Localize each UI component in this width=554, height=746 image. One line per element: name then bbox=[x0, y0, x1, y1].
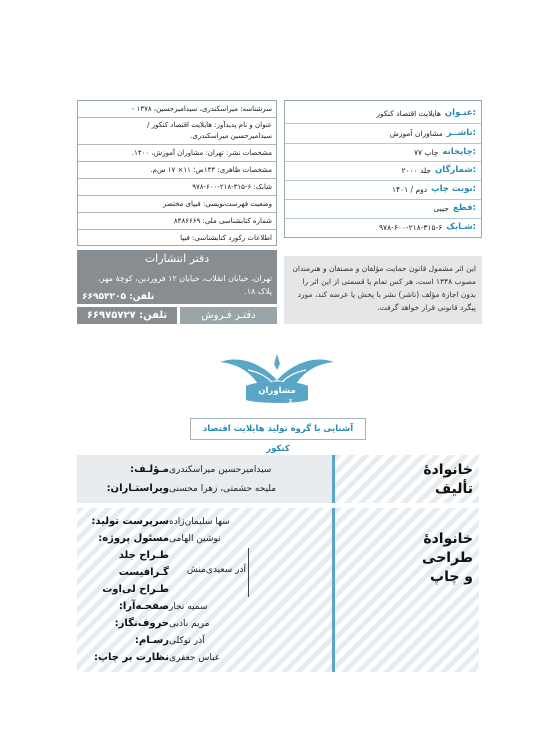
logo-text: مشاوران آموزش bbox=[258, 386, 296, 410]
publisher-office-address: تهران، خیابان انقلاب، خیابان ۱۲ فروردین، کوچهٔ مهر، پلاک ۱۸. bbox=[97, 274, 272, 296]
sales-office-phone: تلفن: ۶۶۹۷۵۷۲۷ bbox=[77, 307, 177, 324]
catalog-line: سرشناسه: میراسکندری، سیدامیرحسین، ۱۳۷۸ - bbox=[131, 105, 272, 113]
authoring-credits bbox=[77, 455, 332, 503]
info-row-copies: شمارگان: ۲۰۰۰ جلد bbox=[401, 165, 476, 175]
catalog-line: مشخصات نشر: تهران: مشاوران آموزش، ۱۴۰۰. bbox=[131, 149, 272, 157]
credit-row: سرپرست تولید: سها سلیمان‌زاده bbox=[91, 516, 230, 527]
credit-row-editors: ویراستـاران: ملیحه حشمتی، زهرا محسنی bbox=[106, 483, 277, 494]
info-row-printer: چاپخانه: چاپ ۷۷ bbox=[413, 147, 476, 157]
divider bbox=[332, 508, 335, 672]
credit-row: رسـام: آذر توکلی bbox=[134, 635, 205, 646]
info-row-isbn: شـابک: ۹۷۸-۶۰۰-۲۱۸-۳۱۵-۶ bbox=[379, 222, 476, 232]
authoring-family-title: خانوادهٔ تألیف bbox=[423, 462, 473, 497]
design-group-name: آذر سعیدی‌منش bbox=[186, 565, 246, 575]
credit-row: گـرافیست bbox=[118, 567, 169, 578]
group-bracket bbox=[248, 548, 249, 597]
publisher-office-title: دفتر انتشارات bbox=[144, 252, 210, 265]
copyright-notice: این اثر مشمول قانون حمایت مؤلفان و مصنفان و هنرمندان مصوب ۱۳۴۸ است، هر کس تمام یا قسمتی از این اثر را بدون اجازهٔ مؤلف (ناشر) نشر یا پخش یا عرضه کند، مورد پیگرد قانونی قرار خواهد گرفت. bbox=[284, 256, 482, 324]
info-row-publisher: ناشــر: مشاوران آموزش bbox=[389, 128, 476, 138]
design-print-family-title: خانوادهٔ طراحی و چاپ bbox=[422, 531, 473, 585]
authoring-family-block bbox=[335, 455, 479, 503]
catalog-line: شابک: ۶-۳۱۵-۲۱۸-۶۰۰-۹۷۸ bbox=[192, 183, 272, 191]
credit-row: صفحـه‌آرا: سمیه نجار bbox=[118, 601, 208, 612]
catalog-record bbox=[77, 100, 277, 246]
catalog-line: عنوان و نام پدیدآور: هایلایت اقتصاد کنکور / bbox=[147, 121, 272, 129]
catalog-line: وضعیت فهرست‌نویسی: فیپای مختصر bbox=[163, 200, 272, 208]
book-info-box bbox=[284, 100, 482, 238]
divider bbox=[332, 455, 335, 503]
publisher-office-phone: تلفن: ۶۶۹۵۳۲۰۵ bbox=[82, 292, 155, 302]
credit-row: طـراح لی‌اوت bbox=[102, 584, 169, 595]
info-row-edition: نوبت چاپ: دوم / ۱۴۰۱ bbox=[392, 184, 476, 194]
sales-office-label: دفتـر فـروش bbox=[180, 307, 277, 324]
info-row-title: عنـوان: هایلایت اقتصاد کنکور bbox=[376, 108, 476, 118]
credit-row: حروف‌نگار: مریم نادبی bbox=[114, 618, 210, 629]
production-team-ribbon: آشنایی با گروه تولید هایلایت اقتصاد کنکور bbox=[190, 418, 366, 440]
credit-row: مسئول پروژه: نوشین الهامی bbox=[98, 533, 221, 544]
design-print-family-block bbox=[335, 508, 479, 672]
catalog-line: مشخصات ظاهری: ۱۴۴ص؛ ۱۱× ۱۷ س‌م. bbox=[150, 166, 272, 174]
catalog-line: شماره کتابشناسی ملی: ۸۴۸۶۶۶۹ bbox=[173, 217, 272, 225]
design-print-credits bbox=[77, 508, 332, 672]
catalog-line: اطلاعات رکورد کتابشناسی: فیپا bbox=[180, 234, 272, 242]
info-row-format: قطع: جیبی bbox=[433, 203, 476, 213]
catalog-line: سیدامیرحسین میراسکندری. bbox=[190, 132, 272, 140]
credit-row: طـراح جلد bbox=[118, 550, 169, 561]
credit-row: نظارت بر چاپ: عباس جعفری bbox=[93, 652, 221, 663]
credit-row-author: مـؤلـف: سیدامیرحسین میراسکندری bbox=[130, 464, 272, 475]
